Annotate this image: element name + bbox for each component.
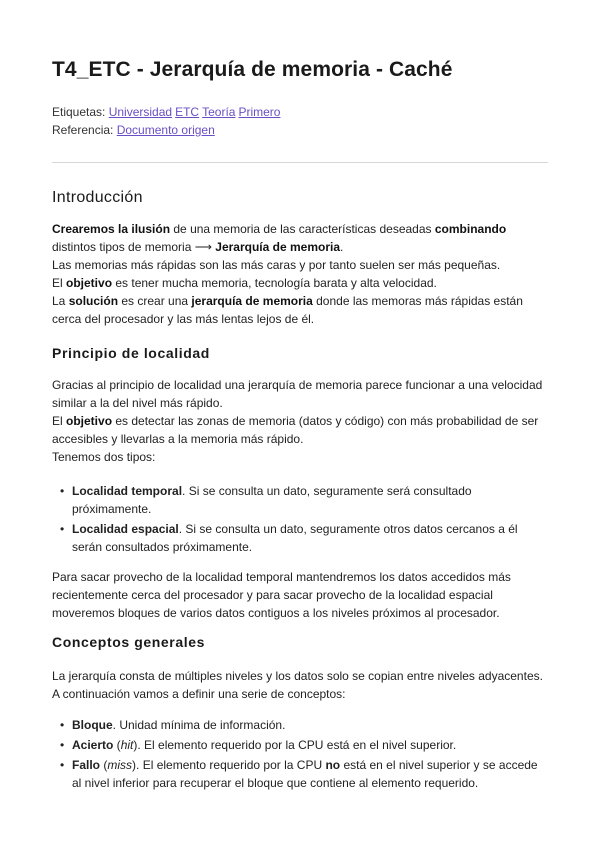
- item-text: . Unidad mínima de información.: [112, 718, 286, 732]
- locality-line-2-start: El: [52, 414, 67, 428]
- intro-bold-combinando: combinando: [434, 222, 507, 236]
- reference-label: Referencia:: [52, 123, 114, 137]
- concepts-list: [52, 716, 548, 794]
- bullet-icon: •: [60, 522, 65, 536]
- list-item: [52, 736, 548, 754]
- reference-row: [52, 122, 218, 138]
- intro-line-3-start: El: [52, 276, 67, 290]
- tag-link-teoria[interactable]: Teoría: [202, 105, 236, 119]
- item-text: ). El elemento requerido por la CPU: [132, 758, 326, 772]
- intro-paragraph: [52, 220, 552, 328]
- bullet-icon: •: [60, 718, 65, 732]
- list-item: [52, 716, 548, 734]
- tags-label: Etiquetas:: [52, 105, 106, 119]
- intro-bold-jerarquia: Jerarquía de memoria: [215, 240, 341, 254]
- item-text: . Si se consulta un dato, seguramente será consultado próximamente.: [72, 484, 472, 516]
- intro-bold-ilusion: Crearemos la ilusión: [52, 222, 171, 236]
- list-item: [52, 482, 548, 518]
- bullet-icon: •: [60, 484, 65, 498]
- locality-list: [52, 482, 548, 558]
- item-text: (: [113, 738, 121, 752]
- item-bold-no: no: [325, 758, 341, 772]
- reference-link[interactable]: Documento origen: [116, 123, 215, 137]
- page-title: T4_ETC - Jerarquía de memoria - Caché: [52, 58, 453, 81]
- divider: [52, 162, 548, 163]
- item-italic: miss: [107, 758, 133, 772]
- intro-line-3-end: es tener mucha memoria, tecnología barata y alta velocidad.: [112, 276, 437, 290]
- intro-bold-solucion: solución: [68, 294, 119, 308]
- bullet-icon: •: [60, 738, 65, 752]
- intro-text-3: .: [340, 240, 344, 254]
- intro-text-2: distintos tipos de memoria: [52, 240, 195, 254]
- tag-link-primero[interactable]: Primero: [238, 105, 281, 119]
- intro-line-4-mid: es crear una: [118, 294, 192, 308]
- intro-line-2: Las memorias más rápidas son las más caras y por tanto suelen ser más pequeñas.: [52, 258, 501, 272]
- item-text: (: [100, 758, 108, 772]
- item-italic: hit: [120, 738, 134, 752]
- item-text: ). El elemento requerido por la CPU está en el nivel superior.: [133, 738, 457, 752]
- long-right-arrow-icon: ⟶: [194, 240, 212, 254]
- item-text: . Si se consulta un dato, seguramente otros datos cercanos a él serán consultados próximamente.: [72, 522, 518, 554]
- concepts-paragraph: [52, 667, 552, 703]
- locality-bold-objetivo: objetivo: [66, 414, 113, 428]
- item-bold: Fallo: [72, 758, 101, 772]
- intro-bold-jerarquia-2: jerarquía de memoria: [191, 294, 313, 308]
- section-heading-introduccion: Introducción: [52, 189, 143, 206]
- item-bold: Localidad espacial: [72, 522, 179, 536]
- list-item: [52, 520, 548, 556]
- locality-line-1: Gracias al principio de localidad una jerarquía de memoria parece funcionar a una velocidad similar a la del nivel más rápido.: [52, 378, 543, 410]
- item-bold: Localidad temporal: [72, 484, 183, 498]
- intro-text-1: de una memoria de las características deseadas: [170, 222, 435, 236]
- tags-row: [52, 104, 283, 120]
- locality-closing-paragraph: Para sacar provecho de la localidad temporal mantendremos los datos accedidos más recientemente cerca del procesador y para sacar provecho de la localidad espacial moveremos bloques de varios datos contiguos a los niveles próximos al procesador.: [52, 570, 511, 620]
- item-text: está en el nivel superior y se accede al nivel inferior para recuperar el bloque que contiene al elemento requerido.: [72, 758, 538, 790]
- concepts-line-1: La jerarquía consta de múltiples niveles y los datos solo se copian entre niveles adyacentes.: [52, 669, 543, 683]
- section-heading-localidad: Principio de localidad: [52, 345, 210, 361]
- intro-bold-objetivo: objetivo: [66, 276, 113, 290]
- concepts-line-2: A continuación vamos a definir una serie de conceptos:: [52, 687, 346, 701]
- item-bold: Acierto: [72, 738, 114, 752]
- locality-line-3: Tenemos dos tipos:: [52, 450, 156, 464]
- tag-link-universidad[interactable]: Universidad: [108, 105, 173, 119]
- bullet-icon: •: [60, 758, 65, 772]
- tag-link-etc[interactable]: ETC: [175, 105, 200, 119]
- section-heading-conceptos: Conceptos generales: [52, 634, 205, 650]
- list-item: [52, 756, 548, 792]
- intro-line-4-end: donde las memoras más rápidas están cerca del procesador y las más lentas lejos de él.: [52, 294, 523, 326]
- locality-paragraph: [52, 376, 552, 466]
- locality-line-2-end: es detectar las zonas de memoria (datos y código) con más probabilidad de ser accesibles y llevarlas a la memoria más rápido.: [52, 414, 539, 446]
- item-bold: Bloque: [72, 718, 113, 732]
- intro-line-4-start: La: [52, 294, 69, 308]
